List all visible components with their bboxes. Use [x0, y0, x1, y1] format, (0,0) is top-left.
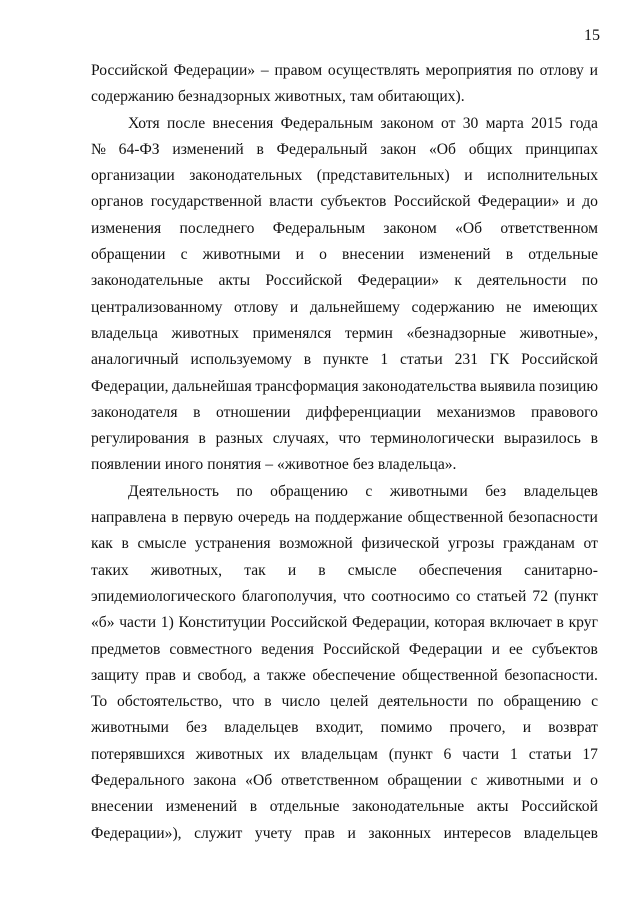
word: в [249, 798, 258, 816]
word: там [349, 88, 374, 106]
word: используемому [190, 351, 292, 369]
word: отдельные [528, 246, 598, 264]
word: на [294, 509, 310, 527]
word: владельцев [523, 482, 598, 500]
word: их [274, 745, 291, 763]
word: Деятельность [128, 482, 219, 500]
word: со [455, 587, 471, 605]
word: Федерации»), [91, 824, 182, 842]
word: Российской [393, 193, 471, 211]
word: организации [91, 167, 175, 185]
word: обитающих). [377, 88, 465, 106]
word: от [583, 535, 598, 553]
word: направлена [91, 509, 167, 527]
word: как [91, 535, 113, 553]
word: ответственном [280, 772, 379, 790]
word: законом [383, 219, 437, 237]
word: Конституции [178, 614, 266, 632]
word: защиту [91, 666, 139, 684]
word: осуществлять [327, 62, 420, 79]
word: от [441, 114, 456, 132]
word: 64-ФЗ [118, 140, 160, 158]
word: применялся [252, 324, 332, 342]
word: обращении [91, 246, 166, 264]
word: физической [361, 535, 440, 553]
document-body [91, 58, 598, 847]
word: учету [254, 824, 292, 842]
word: устранения [194, 535, 271, 553]
word: Федерации» [477, 193, 560, 211]
word: с [365, 482, 373, 500]
word: без [186, 719, 208, 737]
word: а [253, 666, 261, 684]
word: по [517, 62, 534, 79]
word: мероприятия [425, 62, 512, 79]
word: То [91, 693, 108, 711]
word: животных, [150, 561, 223, 579]
word: которая [434, 614, 485, 632]
word: входит, [315, 719, 364, 737]
word: законодательных [189, 167, 303, 185]
word: Федерации» [173, 62, 256, 79]
word: Федерального [91, 772, 185, 790]
text-line [91, 111, 598, 137]
word: появлении [91, 456, 161, 474]
word: 2015 [531, 114, 563, 132]
word: части [119, 614, 157, 632]
word: изменений [419, 246, 491, 264]
text-line [91, 426, 598, 452]
word: ведения [261, 640, 314, 658]
word: централизованному [91, 298, 223, 316]
word: 72 [532, 587, 549, 605]
word: смысле [347, 561, 397, 579]
word: животных, [274, 88, 346, 106]
word: «б» [91, 614, 115, 632]
word: возврат [548, 719, 598, 737]
word: Российской [521, 798, 598, 816]
word: последнего [179, 219, 255, 237]
word: механизмов [436, 403, 516, 421]
text-line [91, 242, 598, 268]
word: Федерации, [91, 377, 169, 395]
text-line [91, 374, 598, 400]
word: санитарно- [524, 561, 598, 579]
word: с [470, 772, 478, 790]
word: в [171, 509, 179, 527]
word: ГК [489, 351, 510, 369]
word: статьи [528, 745, 572, 763]
word: круг [568, 614, 598, 632]
word: отдельные [269, 798, 340, 816]
word: обращению [503, 693, 582, 711]
text-line [91, 189, 598, 215]
word: благополучия, [241, 587, 337, 605]
word: «животное [277, 456, 349, 474]
word: общественной [407, 509, 504, 527]
word: Федерации» [357, 272, 440, 290]
text-line [91, 216, 598, 242]
word: (представительных) [316, 167, 450, 185]
word: интересов [443, 824, 512, 842]
text-line [91, 163, 598, 189]
word: субъектов [320, 193, 387, 211]
word: общественной [402, 666, 498, 684]
word: после [166, 114, 206, 132]
word: имеющих [533, 298, 598, 316]
word: ответственном [500, 219, 598, 237]
word: статьи [400, 351, 443, 369]
text-line [91, 558, 598, 584]
word: что [232, 693, 255, 711]
word: правом [274, 62, 323, 79]
word: обеспечение [312, 666, 396, 684]
word: прочего, [449, 719, 506, 737]
word: Российской [265, 272, 343, 290]
word: с [591, 693, 598, 711]
word: таких [91, 561, 129, 579]
word: Российской [270, 614, 348, 632]
word: помимо [380, 719, 433, 737]
text-line [91, 531, 598, 557]
word: дальнейшему [309, 298, 400, 316]
word: Федеральным [272, 219, 366, 237]
word: целей [330, 693, 369, 711]
word: выразилось [503, 430, 581, 448]
text-line [91, 347, 598, 373]
word: число [281, 693, 321, 711]
word: и [287, 561, 297, 579]
word: правового [531, 403, 598, 421]
word: в [198, 430, 206, 448]
word: совместного [169, 640, 253, 658]
word: владельцам [301, 745, 378, 763]
word: также [266, 666, 306, 684]
word: владельца». [377, 456, 457, 474]
word: возможной [279, 535, 353, 553]
word: 17 [582, 745, 598, 763]
word: пункте [323, 351, 369, 369]
word: в [193, 403, 201, 421]
word: общих [468, 140, 513, 158]
word: изменения [91, 219, 162, 237]
word: гражданам [503, 535, 575, 553]
word: части [462, 745, 500, 763]
word: Хотя [128, 114, 160, 132]
text-line [91, 663, 598, 689]
word: статьей [476, 587, 527, 605]
word: «Об [245, 772, 273, 790]
word: и [182, 666, 191, 684]
word: включает [489, 614, 552, 632]
word: и [566, 193, 575, 211]
text-line [91, 452, 598, 478]
text-line [91, 742, 598, 768]
text-line [91, 689, 598, 715]
word: в [121, 535, 129, 553]
word: владельца [91, 324, 158, 342]
text-line [91, 715, 598, 741]
page-number: 15 [584, 27, 600, 44]
word: внесении [342, 246, 405, 264]
word: в [556, 614, 564, 632]
word: и [464, 167, 473, 185]
word: что [342, 587, 366, 605]
word: к [454, 272, 462, 290]
text-line [91, 84, 598, 110]
word: власти [269, 193, 314, 211]
word: 231 [454, 351, 478, 369]
word: иного [164, 456, 204, 474]
word: «Об [455, 219, 483, 237]
word: свобод, [197, 666, 247, 684]
word: 6 [443, 745, 452, 763]
text-line [91, 794, 598, 820]
word: владельцев [523, 824, 598, 842]
word: субъектов [531, 640, 598, 658]
text-line [91, 821, 598, 847]
word: ее [509, 640, 523, 658]
word: трансформация [255, 377, 359, 395]
word: угрозы [447, 535, 495, 553]
text-line [91, 268, 598, 294]
word: деятельности [378, 693, 468, 711]
word: в [590, 430, 598, 448]
word: по [477, 693, 494, 711]
word: «безнадзорные [406, 324, 507, 342]
word: животные», [519, 324, 598, 342]
word: в [303, 351, 312, 369]
word: по [581, 272, 598, 290]
word: с [180, 246, 188, 264]
word: безопасности [508, 509, 598, 527]
word: без [485, 482, 507, 500]
word: акты [218, 272, 251, 290]
word: выявила [479, 377, 536, 395]
word: без [352, 456, 374, 474]
word: внесения [212, 114, 274, 132]
word: марта [485, 114, 524, 132]
word: изменений [172, 140, 244, 158]
word: – [260, 62, 269, 79]
word: органов [91, 193, 144, 211]
text-line [91, 137, 598, 163]
word: акты [476, 798, 509, 816]
word: (пункт [554, 587, 598, 605]
word: терминологически [370, 430, 495, 448]
word: аналогичный [91, 351, 179, 369]
word: Федеральный [276, 140, 368, 158]
word: законодателя [91, 403, 178, 421]
word: регулирования [91, 430, 189, 448]
word: обращении [387, 772, 462, 790]
word: деятельности [477, 272, 567, 290]
word: в [505, 246, 514, 264]
word: изменений [165, 798, 238, 816]
word: отношении [216, 403, 291, 421]
word: смысле [137, 535, 187, 553]
text-line [91, 768, 598, 794]
word: обеспечения [418, 561, 503, 579]
word: разных [215, 430, 264, 448]
word: прав [145, 666, 176, 684]
word: Федерации [408, 640, 483, 658]
word: содержанию [91, 88, 174, 106]
word: 1) [160, 614, 174, 632]
word: безнадзорных [177, 88, 271, 106]
word: отлову [539, 62, 584, 79]
word: обращению [270, 482, 348, 500]
text-line [91, 479, 598, 505]
word: случаях, [272, 430, 329, 448]
word: и [522, 719, 532, 737]
word: закона [193, 772, 237, 790]
word: 1 [380, 351, 389, 369]
word: в [256, 140, 264, 158]
word: 1 [510, 745, 518, 763]
word: законодательные [352, 798, 465, 816]
word: в [264, 693, 272, 711]
word: и [589, 62, 598, 79]
word: о [590, 772, 598, 790]
word: закон [380, 140, 417, 158]
word: дифференциации [306, 403, 422, 421]
word: животных [195, 745, 264, 763]
word: Российской [322, 640, 400, 658]
word: соотносимо [371, 587, 450, 605]
word: животными [91, 719, 169, 737]
word: так [244, 561, 266, 579]
word: поддержание [314, 509, 403, 527]
word: обстоятельство, [117, 693, 223, 711]
word: животных [171, 324, 239, 342]
word: года [569, 114, 598, 132]
word: и [295, 246, 304, 264]
word: внесении [91, 798, 154, 816]
word: очередь [237, 509, 290, 527]
word: что [338, 430, 361, 448]
word: эпидемиологического [91, 587, 236, 605]
word: 30 [462, 114, 479, 132]
word: предметов [91, 640, 161, 658]
word: № [91, 140, 106, 158]
word: принципах [525, 140, 598, 158]
word: Российской [521, 351, 598, 369]
word: термин [344, 324, 393, 342]
word: законом [380, 114, 434, 132]
word: отлову [234, 298, 279, 316]
text-line [91, 58, 598, 84]
word: не [506, 298, 522, 316]
word: и [491, 640, 500, 658]
word: исполнительных [487, 167, 598, 185]
word: владельцев [224, 719, 299, 737]
word: дальнейшая [172, 377, 252, 395]
text-line [91, 610, 598, 636]
word: потерявшихся [91, 745, 185, 763]
word: и [572, 772, 582, 790]
word: по [236, 482, 253, 500]
word: безопасности. [504, 666, 598, 684]
word: (пункт [388, 745, 433, 763]
text-line [91, 321, 598, 347]
text-line [91, 295, 598, 321]
word: первую [183, 509, 233, 527]
word: животными [202, 246, 281, 264]
word: содержанию [411, 298, 495, 316]
word: «Об [428, 140, 456, 158]
word: до [582, 193, 598, 211]
word: прав [304, 824, 335, 842]
word: законодательные [91, 272, 204, 290]
word: понятия [207, 456, 262, 474]
word: и [347, 824, 356, 842]
word: – [265, 456, 274, 474]
word: животными [486, 772, 565, 790]
word: законных [368, 824, 431, 842]
word: животными [389, 482, 468, 500]
word: Федеральным [280, 114, 374, 132]
text-line [91, 584, 598, 610]
word: о [319, 246, 327, 264]
text-line [91, 505, 598, 531]
word: позицию [539, 377, 598, 395]
text-line [91, 400, 598, 426]
word: служит [194, 824, 243, 842]
word: Российской [91, 62, 168, 79]
word: Федерации, [351, 614, 430, 632]
word: законодательства [362, 377, 477, 395]
word: государственной [150, 193, 262, 211]
word: в [318, 561, 326, 579]
word: и [289, 298, 299, 316]
text-line [91, 637, 598, 663]
